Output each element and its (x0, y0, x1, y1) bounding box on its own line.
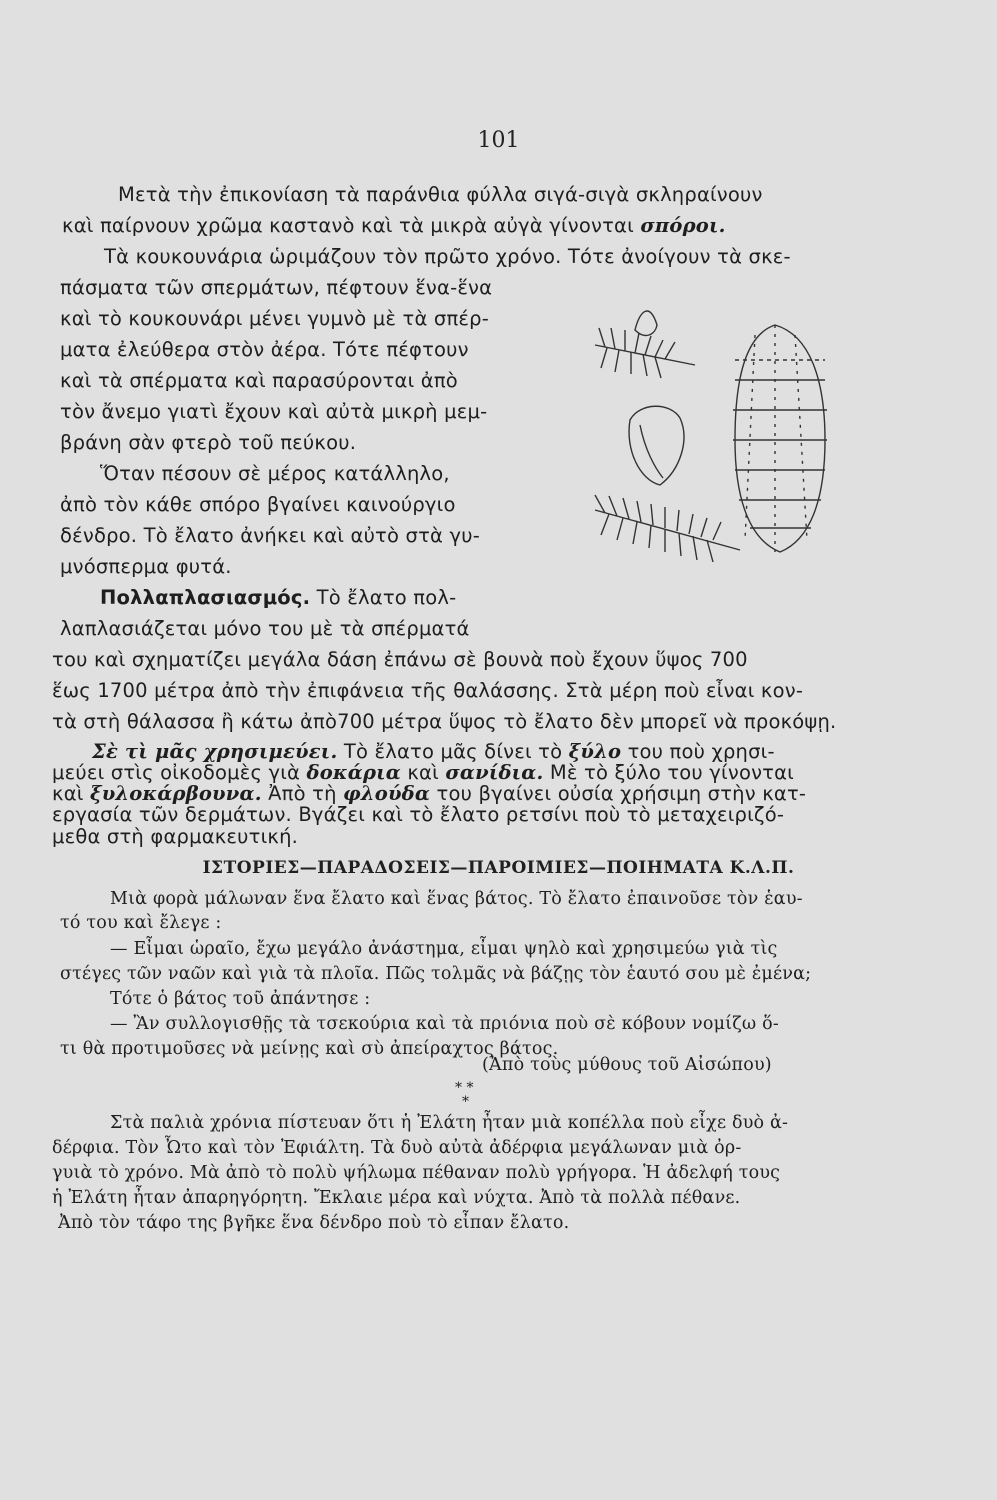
text-line: εργασία τῶν δερμάτων. Βγάζει καὶ τὸ ἔλατο ρετσίνι ποὺ τὸ μεταχειριζό- (52, 803, 785, 826)
text-line: λαπλασιάζεται μόνο του μὲ τὰ σπέρματά (60, 617, 470, 640)
separator-stars: * * (455, 1080, 474, 1096)
text-line: καὶ τὰ σπέρματα καὶ παρασύρονται ἀπὸ (60, 369, 458, 392)
text-line: στέγες τῶν ναῶν καὶ γιὰ τὰ πλοῖα. Πῶς τολμᾶς νὰ βάζῃς τὸν ἑαυτό σου μὲ ἐμένα; (60, 964, 812, 984)
term-sporoi: σπόροι. (640, 214, 726, 237)
text-line: Ἀπὸ τὸν τάφο της βγῆκε ἕνα δένδρο ποὺ τὸ εἶπαν ἔλατο. (58, 1213, 570, 1233)
text-line: μνόσπερμα φυτά. (60, 555, 232, 578)
text-line: ἀπὸ τὸν κάθε σπόρο βγαίνει καινούργιο (60, 493, 456, 516)
text-line: ἡ Ἐλάτη ἦταν ἀπαρηγόρητη. Ἔκλαιε μέρα καὶ νύχτα. Ἀπὸ τὰ πολλὰ πέθανε. (52, 1188, 741, 1208)
page-number: 101 (477, 128, 520, 153)
text-line: ματα ἐλεύθερα στὸν ἀέρα. Τότε πέφτουν (60, 338, 469, 361)
text-line: πάσματα τῶν σπερμάτων, πέφτουν ἕνα-ἕνα (60, 276, 493, 299)
text-line: καὶ τὸ κουκουνάρι μένει γυμνὸ μὲ τὰ σπέρ- (60, 307, 489, 330)
text-line: γυιὰ τὸ χρόνο. Μὰ ἀπὸ τὸ πολὺ ψήλωμα πέθαναν πολὺ γρήγορα. Ἡ ἀδελφή τους (52, 1163, 781, 1183)
text-line: Τὰ κουκουνάρια ὡριμάζουν τὸν πρῶτο χρόνο. Τότε ἀνοίγουν τὰ σκε- (104, 245, 791, 268)
text-line: τό του καὶ ἔλεγε : (60, 913, 222, 933)
text-line: τι θὰ προτιμοῦσες νὰ μείνῃς καὶ σὺ ἀπείραχτος βάτος. (60, 1039, 559, 1059)
text-line: καὶ ξυλοκάρβουνα. Ἀπὸ τὴ φλούδα του βγαίνει οὐσία χρήσιμη στὴν κατ- (52, 782, 807, 805)
separator-stars: * (462, 1094, 469, 1110)
text-line: τὰ στὴ θάλασσα ἢ κάτω ἀπὸ700 μέτρα ὕψος τὸ ἔλατο δὲν μπορεῖ νὰ προκόψῃ. (52, 710, 837, 733)
fir-cone-illustration (585, 290, 885, 630)
text-line: Μιὰ φορὰ μάλωναν ἕνα ἔλατο καὶ ἕνας βάτος. Τὸ ἔλατο ἐπαινοῦσε τὸν ἑαυ- (110, 889, 803, 909)
text-line: Μετὰ τὴν ἐπικονίαση τὰ παράνθια φύλλα σιγά-σιγὰ σκληραίνουν (118, 183, 763, 206)
text-line: δένδρο. Τὸ ἔλατο ἀνήκει καὶ αὐτὸ στὰ γυ- (60, 524, 480, 547)
text-line: βράνη σὰν φτερὸ τοῦ πεύκου. (60, 431, 357, 454)
text-line: μεύει στὶς οἰκοδομὲς γιὰ δοκάρια καὶ σανίδια. Μὲ τὸ ξύλο του γίνονται (52, 761, 794, 784)
text-line: Στὰ παλιὰ χρόνια πίστευαν ὅτι ἡ Ἐλάτη ἦταν μιὰ κοπέλλα ποὺ εἶχε δυὸ ἀ- (110, 1113, 789, 1133)
section-heading: ΙΣΤΟΡΙΕΣ—ΠΑΡΑΔΟΣΕΙΣ—ΠΑΡΟΙΜΙΕΣ—ΠΟΙΗΜΑΤΑ Κ.Λ.Π. (202, 858, 795, 878)
text-line: ἕως 1700 μέτρα ἀπὸ τὴν ἐπιφάνεια τῆς θαλάσσης. Στὰ μέρη ποὺ εἶναι κον- (52, 679, 804, 702)
section-title: Πολλαπλασιασμός. (100, 586, 311, 609)
fable-source: (Ἀπὸ τοὺς μύθους τοῦ Αἰσώπου) (482, 1055, 772, 1075)
text-line: τὸν ἄνεμο γιατὶ ἔχουν καὶ αὐτὰ μικρὴ μεμ- (60, 400, 488, 423)
text-line: Ὅταν πέσουν σὲ μέρος κατάλληλο, (100, 462, 450, 485)
section-title: Σὲ τὶ μᾶς χρησιμεύει. (92, 740, 338, 763)
section-uses: Σὲ τὶ μᾶς χρησιμεύει. Τὸ ἔλατο μᾶς δίνει τὸ ξύλο του ποὺ χρησι- (92, 740, 775, 763)
text-line: μεθα στὴ φαρμακευτική. (52, 825, 299, 848)
text-line: καὶ παίρνουν χρῶμα καστανὸ καὶ τὰ μικρὰ αὐγὰ γίνονται σπόροι. (62, 214, 726, 237)
text-line: — Εἶμαι ὡραῖο, ἔχω μεγάλο ἀνάστημα, εἶμαι ψηλὸ καὶ χρησιμεύω γιὰ τὶς (110, 939, 778, 959)
text-line: — Ἂν συλλογισθῇς τὰ τσεκούρια καὶ τὰ πριόνια ποὺ σὲ κόβουν νομίζω ὅ- (110, 1014, 780, 1034)
text-line: Τότε ὁ βάτος τοῦ ἀπάντησε : (110, 989, 371, 1009)
text-line: του καὶ σχηματίζει μεγάλα δάση ἐπάνω σὲ βουνὰ ποὺ ἔχουν ὕψος 700 (52, 648, 748, 671)
text-line: δέρφια. Τὸν Ὦτο καὶ τὸν Ἐφιάλτη. Τὰ δυὸ αὐτὰ ἀδέρφια μεγάλωναν μιὰ ὀρ- (52, 1138, 742, 1158)
section-pollaplasiasmos: Πολλαπλασιασμός. Τὸ ἔλατο πολ- (100, 586, 457, 609)
